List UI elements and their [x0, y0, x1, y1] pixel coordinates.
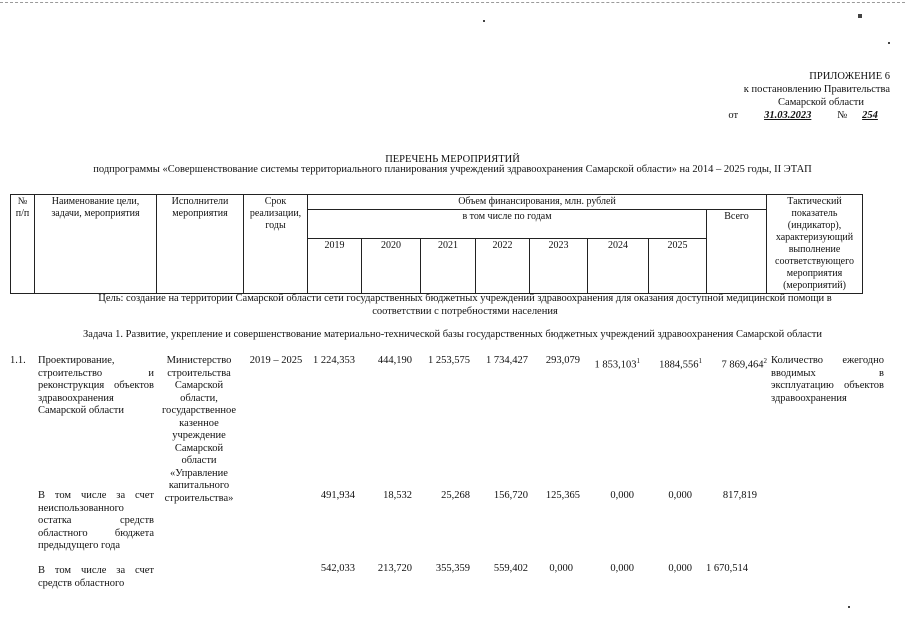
row-number: 1.1.	[10, 355, 26, 366]
header-term: Срок реализации, годы	[244, 195, 308, 294]
value-2019: 491,934	[320, 490, 355, 501]
value-2019: 1 224,353	[313, 355, 355, 366]
scan-speck	[848, 606, 850, 608]
decree-date: 31.03.2023	[764, 110, 812, 121]
value-2020: 213,720	[377, 563, 412, 574]
header-by-years: в том числе по годам	[308, 210, 707, 239]
table-header	[10, 194, 863, 294]
page-top-border	[0, 2, 905, 3]
value-2022: 559,402	[493, 563, 528, 574]
value-2020: 444,190	[377, 355, 412, 366]
value-2021: 355,359	[435, 563, 470, 574]
header-num: № п/п	[11, 195, 35, 294]
value-total	[703, 355, 767, 372]
scan-speck	[888, 42, 890, 44]
number-prefix: №	[837, 110, 848, 121]
row-executor: Министерство строительства Самарской области, государственное казенное учреждение Самарской области «Управление капитального строительства»	[161, 355, 236, 504]
document-subtitle: подпрограммы «Совершенствование системы территориального планирования учреждений здравоохранения Самарской области» на 2014 – 2025 годы, II ЭТАП	[93, 164, 812, 175]
value-2025-number: 1884,556	[659, 359, 699, 371]
value-2024	[582, 355, 640, 372]
value-total-number: 7 869,464	[721, 359, 764, 371]
header-year: 2025	[649, 239, 707, 294]
row-name: В том числе за счет средств областного	[38, 565, 154, 589]
header-name: Наименование цели, задачи, мероприятия	[35, 195, 157, 294]
date-prefix: от	[728, 110, 739, 121]
value-2024-number: 1 853,103	[594, 359, 637, 371]
value-2023: 293,079	[545, 355, 580, 366]
value-2021: 25,268	[441, 490, 470, 501]
header-funding: Объем финансирования, млн. рублей	[308, 195, 767, 210]
document-title: ПЕРЕЧЕНЬ МЕРОПРИЯТИЙ	[385, 154, 520, 165]
header-total: Всего	[707, 210, 767, 294]
scan-speck	[483, 20, 485, 22]
value-2024: 0,000	[610, 490, 634, 501]
row-term: 2019 – 2025	[249, 355, 303, 366]
goal-text: Цель: создание на территории Самарской области сети государственных бюджетных учреждений здравоохранения для оказания доступной медицинской помощи в соответствии с потребностями населения	[98, 293, 832, 317]
value-total: 817,819	[722, 490, 757, 501]
header-year: 2022	[476, 239, 530, 294]
header-executors: Исполнители мероприятия	[157, 195, 244, 294]
scan-speck	[858, 14, 862, 18]
value-2022: 1 734,427	[486, 355, 528, 366]
task-text: Задача 1. Развитие, укрепление и совершенствование материально-технической базы государственных бюджетных учреждений здравоохранения Самарской области	[83, 329, 822, 340]
header-year: 2023	[530, 239, 588, 294]
value-total: 1 670,514	[706, 563, 748, 574]
header-year: 2024	[588, 239, 649, 294]
value-2025: 0,000	[668, 563, 692, 574]
value-2020: 18,532	[383, 490, 412, 501]
appendix-date-line	[700, 109, 890, 122]
row-name: Проектирование, строительство и реконструкция объектов здравоохранения Самарской области	[38, 355, 154, 416]
value-2019: 542,033	[320, 563, 355, 574]
value-2023: 125,365	[545, 490, 580, 501]
header-year: 2019	[308, 239, 362, 294]
appendix-title: ПРИЛОЖЕНИЕ 6	[809, 71, 890, 82]
decree-number: 254	[862, 110, 878, 121]
appendix-block	[700, 70, 890, 122]
appendix-line-2: Самарской области	[778, 97, 864, 108]
row-indicator: Количество ежегодно вводимых в эксплуатацию объектов здравоохранения	[771, 355, 884, 404]
value-2022: 156,720	[493, 490, 528, 501]
value-2025: 0,000	[668, 490, 692, 501]
value-2021: 1 253,575	[428, 355, 470, 366]
value-2025	[642, 355, 702, 372]
value-2023: 0,000	[549, 563, 573, 574]
header-year: 2021	[421, 239, 476, 294]
row-name: В том числе за счет неиспользованного остатка средств областного бюджета предыдущего года	[38, 490, 154, 551]
header-year: 2020	[362, 239, 421, 294]
footnote-mark: 2	[763, 357, 767, 365]
footnote-mark: 1	[698, 357, 702, 365]
header-indicator: Тактический показатель (индикатор), характеризующий выполнение соответствующего мероприятия (мероприятий)	[767, 195, 863, 294]
value-2024: 0,000	[610, 563, 634, 574]
appendix-line-1: к постановлению Правительства	[743, 84, 890, 95]
footnote-mark: 1	[636, 357, 640, 365]
